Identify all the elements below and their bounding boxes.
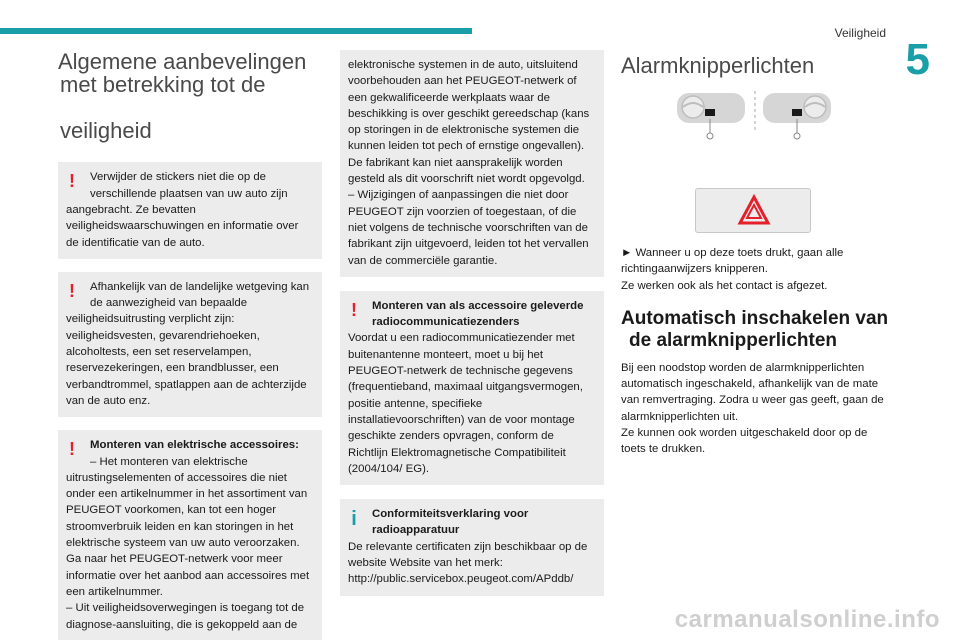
box-text: aangebracht. Ze bevatten veiligheidswaarschuwingen en informatie over de identificatie van de auto.	[66, 203, 299, 249]
subheading-line-2: de alarmknipperlichten	[629, 329, 838, 351]
dashboard-left-icon	[677, 93, 745, 139]
warning-exclamation-icon: !	[351, 299, 357, 320]
box-text-line: – Het monteren van elektrische	[90, 455, 248, 468]
warning-box-equipment	[58, 272, 322, 417]
box-text: elektronische systemen in de auto, uitsluitend voorbehouden aan het PEUGEOT-netwerk of een gekwalificeerde werkplaats waar de beschikking is over geschikt gereedschap (kans op storingen in de elektronische systemen die kunnen leiden tot pech of ernstige ongevallen). De fabrikant kan niet aansprakelijk worden gesteld als dit voorschrift niet wordt opgevolgd.	[348, 59, 590, 186]
warning-box-radio	[340, 291, 604, 485]
section-heading: Alarmknipperlichten	[621, 53, 815, 78]
subheading-line-1: Automatisch inschakelen van	[621, 307, 889, 329]
section-title: Veiligheid	[834, 26, 886, 40]
box-text: Voordat u een radiocommunicatiezender met buitenantenne monteert, moet u bij het PEUGEOT-netwerk de technische gegevens (frequentieband, maximaal uitgangsvermogen, positie antenne, specifieke installatievoorschriften) van de voor montage geschikte zenders opvragen, conform de Richtlijn Elektromagnetische Compatibiliteit (2004/104/ EG).	[348, 332, 583, 475]
box-text: uitrustingselementen of accessoires die niet onder een artikelnummer in het assortiment van PEUGEOT voorkomen, kan tot een hoger stroomverbruik leiden en kan storingen in het elektrische systeem van uw auto veroorzaken. Ga naar het PEUGEOT-netwerk voor meer informatie over het aanbod aan accessoires met een artikelnummer.	[66, 471, 310, 598]
description-text: Ze kunnen ook worden uitgeschakeld door op de toets te drukken.	[621, 426, 868, 456]
box-text-line: de aanwezigheid van bepaalde	[90, 297, 248, 310]
instruction-line: ► Wanneer u op deze toets drukt, gaan alle	[621, 247, 844, 260]
warning-exclamation-icon: !	[69, 280, 75, 301]
box-title: Monteren van als accessoire geleverde	[372, 299, 584, 312]
box-text-line: Afhankelijk van de landelijke wetgeving kan	[90, 280, 310, 293]
warning-box-stickers	[58, 162, 322, 258]
box-text-line: Verwijder de stickers niet die op de	[90, 171, 267, 184]
column-left	[58, 50, 322, 640]
hazard-illustration	[621, 91, 891, 241]
column-right	[621, 54, 891, 457]
subsection-heading	[621, 308, 891, 352]
dashboard-right-icon	[763, 93, 831, 139]
column-middle	[340, 50, 604, 606]
warning-exclamation-icon: !	[69, 439, 75, 460]
instruction-line: Ze werken ook als het contact is afgezet.	[621, 279, 828, 292]
box-text-line: verschillende plaatsen van uw auto zijn	[90, 187, 288, 200]
heading-line-1: Algemene aanbevelingen	[58, 49, 307, 74]
box-text: veiligheidsuitrusting verplicht zijn: veiligheidsvesten, gevarendriehoeken, alcoholtests, een set reservelampen, reservezekeringen, een brandblusser, een verbandtrommel, spatlappen aan de achterzijde van de auto enz.	[66, 313, 307, 407]
box-text: De relevante certificaten zijn beschikbaar op de website Website van het merk: http://public.servicebox.peugeot.com/APddb/	[348, 540, 588, 586]
hazard-triangle-icon	[696, 189, 812, 234]
heading-line-3: veiligheid	[60, 118, 152, 144]
section-heading	[58, 50, 322, 142]
heading-line-2: met betrekking tot de	[60, 72, 266, 98]
warning-box-accessories	[58, 430, 322, 640]
box-text: – Uit veiligheidsoverwegingen is toegang tot de diagnose-aansluiting, die is gekoppeld aan de	[66, 602, 305, 631]
box-title: Monteren van elektrische accessoires:	[90, 439, 299, 452]
warning-exclamation-icon: !	[69, 171, 75, 192]
instruction-text	[621, 245, 891, 294]
watermark: carmanualsonline.info	[674, 606, 940, 633]
warning-box-continued	[340, 50, 604, 277]
box-text: – Wijzigingen of aanpassingen die niet door PEUGEOT zijn voorzien of toegestaan, of die niet volgens de technische voorschriften van de fabrikant zijn uitgevoerd, leiden tot het vervallen van de commerciële garantie.	[348, 189, 589, 267]
box-title: Conformiteitsverklaring voor	[372, 508, 529, 521]
info-icon: i	[351, 508, 357, 531]
hazard-button[interactable]	[695, 188, 811, 233]
chapter-number: 5	[905, 35, 930, 84]
dashboard-illustration	[621, 91, 891, 183]
info-box-conformity	[340, 499, 604, 595]
box-title: radiocommunicatiezenders	[372, 316, 520, 329]
header-accent-bar	[0, 28, 472, 34]
box-title: radioapparatuur	[372, 524, 460, 537]
instruction-line: richtingaanwijzers knipperen.	[621, 263, 768, 276]
description-text: Bij een noodstop worden de alarmknipperlichten automatisch ingeschakeld, afhankelijk van de mate van remvertraging. Zodra u weer gas geeft, gaan de alarmknipperlichten uit.	[621, 361, 884, 423]
